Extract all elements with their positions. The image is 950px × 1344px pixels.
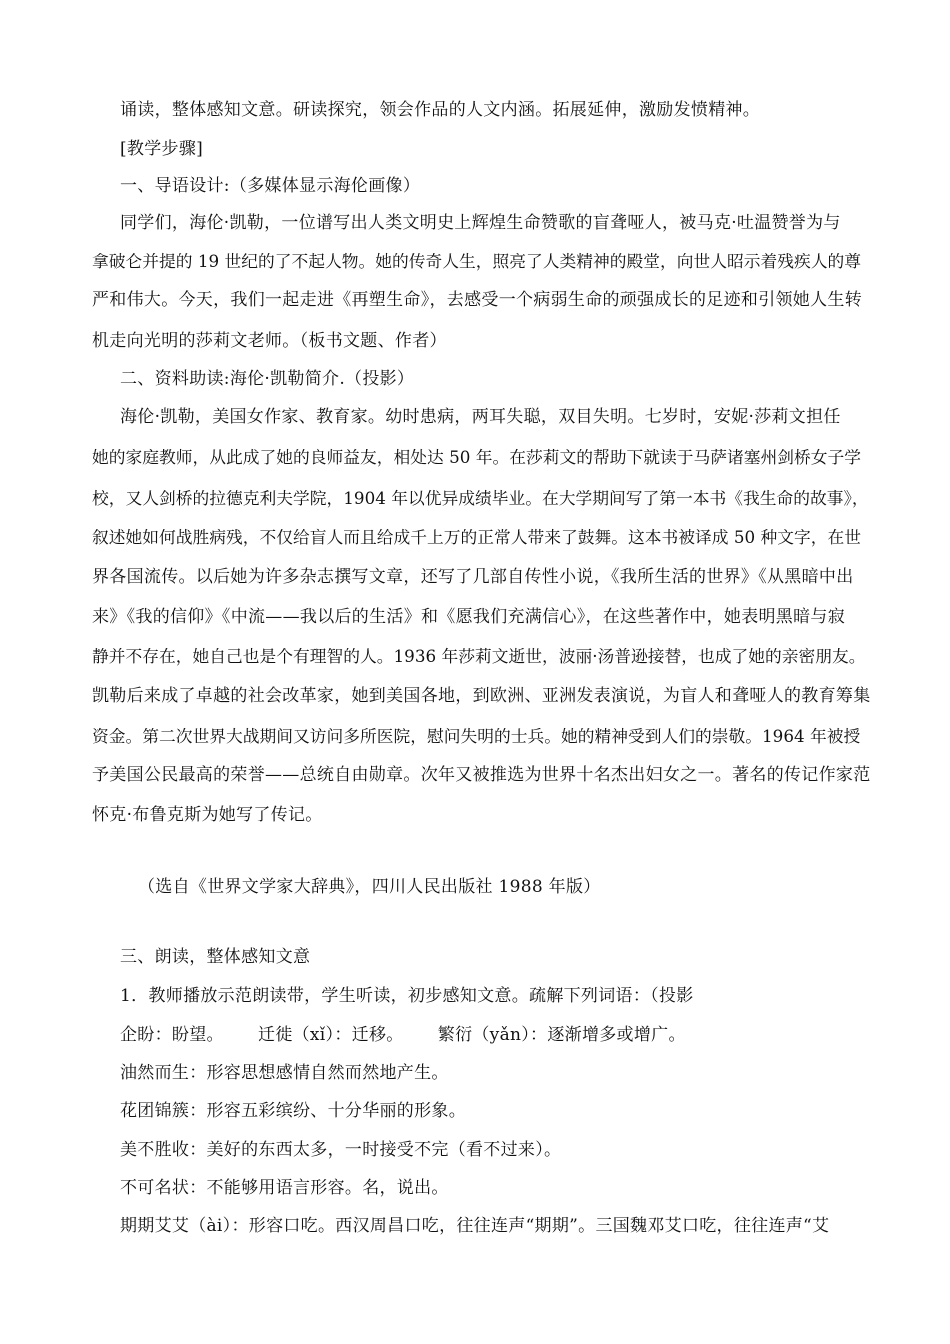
section2-line: 海伦·凯勒，美国女作家、教育家。幼时患病，两耳失聪，双目失明。七岁时，安妮·莎莉文担任: [120, 407, 841, 427]
section2-heading: 二、资料助读:海伦·凯勒简介.（投影）: [120, 369, 415, 389]
section1-heading: 一、导语设计:（多媒体显示海伦画像）: [120, 176, 421, 196]
section2-line: 她的家庭教师，从此成了她的良师益友，相处达 50 年。在莎莉文的帮助下就读于马萨诸塞州剑桥女子学: [92, 447, 861, 467]
steps-heading: [教学步骤]: [120, 139, 204, 159]
section1-line: 严和伟大。今天，我们一起走进《再塑生命》，去感受一个病弱生命的顽强成长的足迹和引领她人生转: [92, 290, 862, 310]
section2-line: 界各国流传。以后她为许多杂志撰写文章，还写了几部自传性小说，《我所生活的世界》《从黑暗中出: [92, 567, 854, 587]
objectives-line: 诵读，整体感知文意。研读探究，领会作品的人文内涵。拓展延伸，激励发愤精神。: [120, 100, 761, 120]
section3-item1: 1．教师播放示范朗读带，学生听读，初步感知文意。疏解下列词语：（投影: [120, 986, 694, 1006]
section2-line: 资金。第二次世界大战期间又访问多所医院，慰问失明的士兵。她的精神受到人们的崇敬。1964 年被授: [92, 726, 861, 746]
vocab-line: 油然而生：形容思想感情自然而然地产生。: [120, 1063, 449, 1083]
section1-line: 拿破仑并提的 19 世纪的了不起人物。她的传奇人生，照亮了人类精神的殿堂，向世人昭示着残疾人的尊: [92, 251, 861, 271]
vocab-line: 美不胜收：美好的东西太多，一时接受不完（看不过来）。: [120, 1140, 562, 1160]
section1-line: 同学们，海伦·凯勒，一位谱写出人类文明史上辉煌生命赞歌的盲聋哑人，被马克·吐温赞誉为与: [120, 213, 841, 233]
vocab-line: 企盼：盼望。 迁徙（xǐ）：迁移。 繁衍（yǎn）：逐渐增多或增广。: [120, 1025, 686, 1045]
section2-line: 予美国公民最高的荣誉——总统自由勋章。次年又被推选为世界十名杰出妇女之一。著名的传记作家范: [92, 765, 871, 785]
section3-heading: 三、朗读，整体感知文意: [120, 947, 311, 967]
section2-line: 校，又人剑桥的拉德克利夫学院，1904 年以优异成绩毕业。在大学期间写了第一本书《我生命的故事》，: [92, 488, 869, 508]
section2-line: 叙述她如何战胜病残，不仅给盲人而且给成千上万的正常人带来了鼓舞。这本书被译成 50 种文字，在世: [92, 527, 861, 547]
source-citation: （选自《世界文学家大辞典》，四川人民出版社 1988 年版）: [138, 877, 601, 897]
vocab-line: 不可名状：不能够用语言形容。名，说出。: [120, 1178, 449, 1198]
section2-line: 怀克·布鲁克斯为她写了传记。: [92, 805, 323, 825]
section2-line: 凯勒后来成了卓越的社会改革家，她到美国各地，到欧洲、亚洲发表演说，为盲人和聋哑人的教育筹集: [92, 686, 871, 706]
section2-line: 来》《我的信仰》《中流——我以后的生活》和《愿我们充满信心》，在这些著作中，她表明黑暗与寂: [92, 607, 845, 627]
section1-line: 机走向光明的莎莉文老师。（板书文题、作者）: [92, 331, 447, 351]
vocab-line: 花团锦簇：形容五彩缤纷、十分华丽的形象。: [120, 1101, 466, 1121]
section2-line: 静并不存在，她自己也是个有理智的人。1936 年莎莉文逝世，波丽·汤普逊接替，也成了她的亲密朋友。: [92, 646, 866, 666]
vocab-line: 期期艾艾（ài）：形容口吃。西汉周昌口吃，往往连声“期期”。三国魏邓艾口吃，往往连声“艾: [120, 1216, 830, 1236]
